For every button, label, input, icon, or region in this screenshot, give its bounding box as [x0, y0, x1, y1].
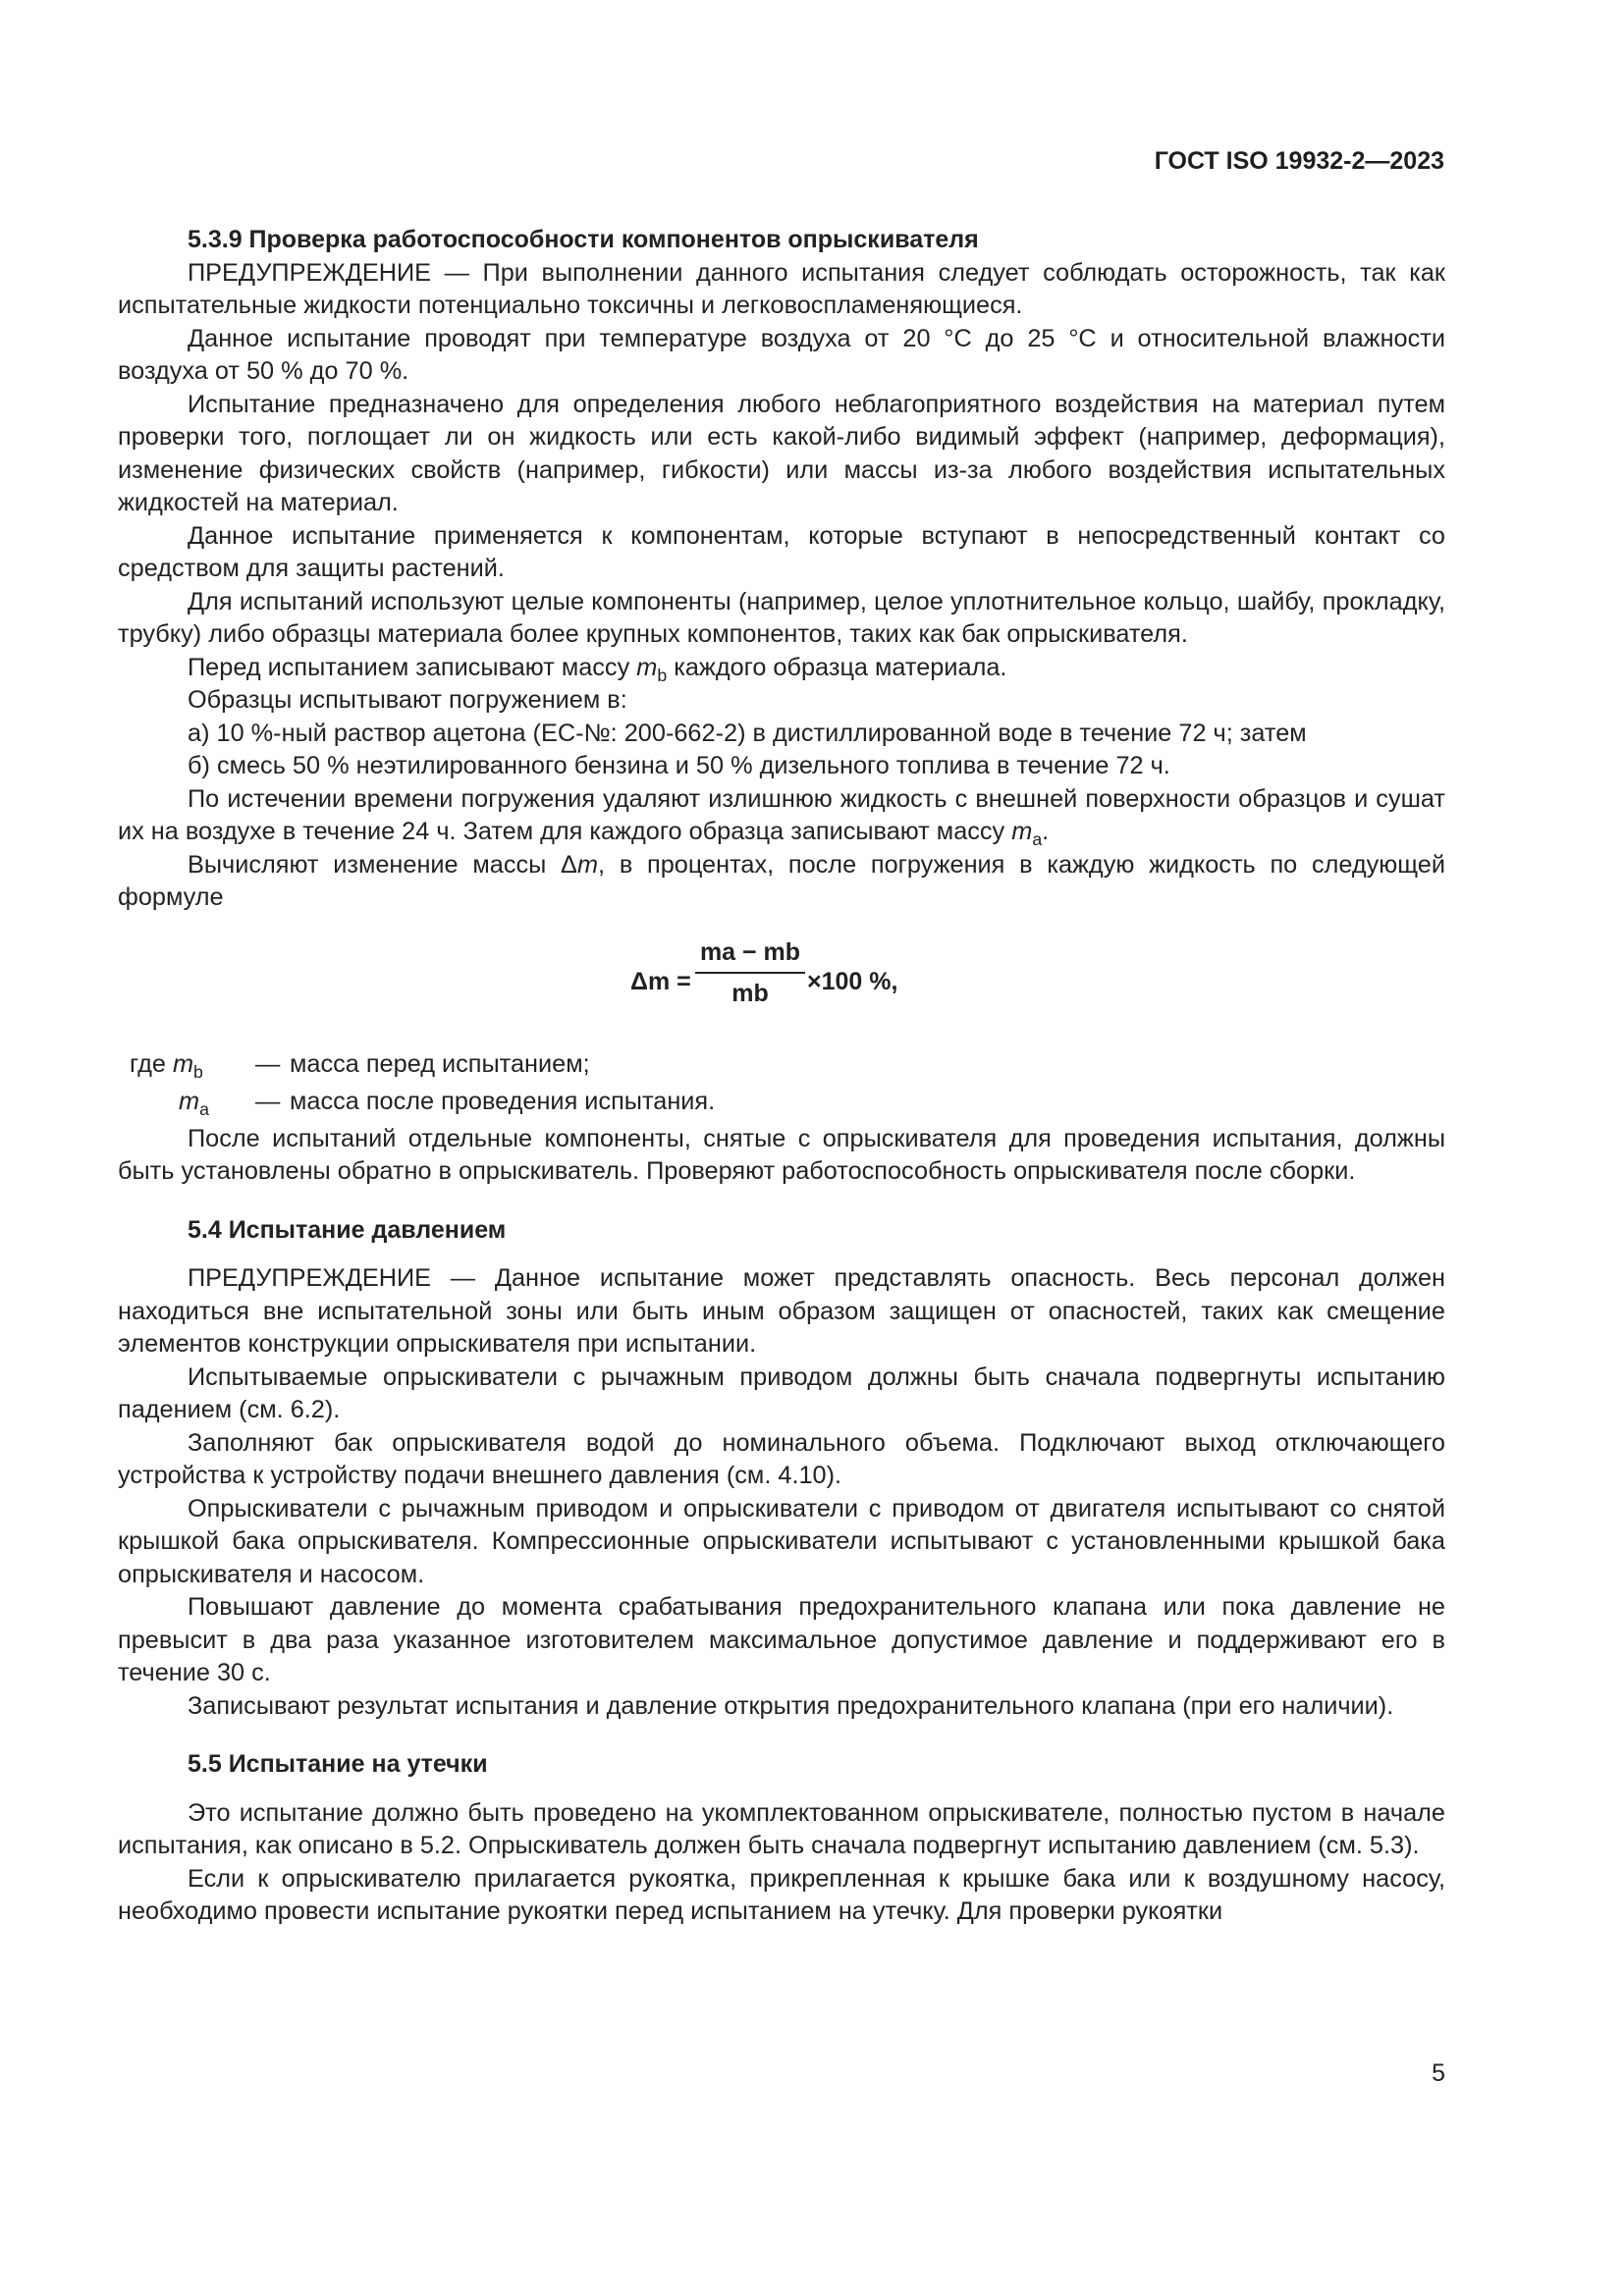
section-5-4-title: 5.4 Испытание давлением: [188, 1215, 507, 1244]
list-item: б) смесь 50 % неэтилированного бензина и 50 % дизельного топлива в течение 72 ч.: [188, 752, 1170, 779]
section-5-3-9-title: 5.3.9 Проверка работоспособности компонентов опрыскивателя: [188, 226, 979, 253]
paragraph: После испытаний отдельные компоненты, снятые с опрыскивателя для проведения испытания, должны быть установлены обратно в опрыскиватель. Проверяют работоспособность опрыскивателя после сборки.: [118, 1124, 1445, 1185]
document-body: [118, 224, 1445, 1929]
formula-lhs: Δm =: [630, 967, 691, 995]
paragraph: Перед испытанием записывают массу $m_b$ каждого образца материала.: [188, 653, 1007, 685]
formula-legend: [118, 1048, 1445, 1123]
paragraph: Повышают давление до момента срабатывания предохранительного клапана или пока давление не превысит в два раза указанное изготовителем максимальное допустимое давление и поддерживают его в течение 30 с.: [118, 1593, 1445, 1686]
warning-paragraph: ПРЕДУПРЕЖДЕНИЕ — Данное испытание может представлять опасность. Весь персонал должен находиться вне испытательной зоны или быть иным образом защищен от опасностей, таких как смещение элементов конструкции опрыскивателя при испытании.: [118, 1264, 1445, 1358]
paragraph: Испытываемые опрыскиватели с рычажным приводом должны быть сначала подвергнуты испытанию падением (см. 6.2).: [118, 1362, 1445, 1423]
paragraph: Записывают результат испытания и давление открытия предохранительного клапана (при его наличии).: [188, 1691, 1394, 1720]
mass-change-formula: [118, 933, 1445, 1031]
section-5-5-title: 5.5 Испытание на утечки: [188, 1750, 488, 1778]
paragraph: Для испытаний используют целые компоненты (например, целое уплотнительное кольцо, шайбу, прокладку, трубку) либо образцы материала более крупных компонентов, таких как бак опрыскивателя.: [118, 587, 1445, 648]
document-header: ГОСТ ISO 19932-2—2023: [1154, 147, 1444, 175]
paragraph: Опрыскиватели с рычажным приводом и опрыскиватели с приводом от двигателя испытывают со снятой крышкой бака опрыскивателя. Компрессионные опрыскиватели испытывают с установленными крышкой бака опрыскивателя и насосом.: [118, 1494, 1445, 1588]
list-item: а) 10 %-ный раствор ацетона (ЕС-№: 200-662-2) в дистиллированной воде в течение 72 ч; затем: [188, 719, 1307, 747]
formula-rhs: ×100 %,: [807, 967, 898, 995]
legend-row: где $m_b$ — масса перед испытанием;: [130, 1049, 590, 1082]
paragraph: Вычисляют изменение массы Δm, в процентах, после погружения в каждую жидкость по следующей формуле: [118, 850, 1446, 911]
paragraph: Если к опрыскивателю прилагается рукоятка, прикрепленная к крышке бака или к воздушному насосу, необходимо провести испытание рукоятки перед испытанием на утечку. Для проверки рукоятки: [118, 1864, 1445, 1925]
paragraph: Данное испытание применяется к компонентам, которые вступают в непосредственный контакт со средством для защиты растений.: [118, 521, 1445, 582]
legend-row: $m_a$ — масса после проведения испытания.: [179, 1087, 716, 1119]
paragraph: Это испытание должно быть проведено на укомплектованном опрыскивателе, полностью пустом в начале испытания, как описано в 5.2. Опрыскиватель должен быть сначала подвергнут испытанию давлением (см. 5.3).: [118, 1798, 1445, 1859]
paragraph: Заполняют бак опрыскивателя водой до номинального объема. Подключают выход отключающего устройства к устройству подачи внешнего давления (см. 4.10).: [118, 1428, 1445, 1489]
paragraph: Испытание предназначено для определения любого неблагоприятного воздействия на материал путем проверки того, поглощает ли он жидкость или есть какой-либо видимый эффект (например, деформация), изменение физических свойств (например, гибкости) или массы из-за любого воздействия испытательных жидкостей на материал.: [118, 390, 1445, 516]
formula-denominator: mb: [731, 979, 769, 1007]
paragraph: По истечении времени погружения удаляют излишнюю жидкость с внешней поверхности образцов и сушат их на воздухе в течение 24 ч. Затем для каждого образца записывают массу $m_a$.: [118, 784, 1445, 850]
formula-fraction: [695, 933, 805, 1013]
paragraph: Образцы испытывают погружением в:: [188, 686, 627, 714]
warning-paragraph: ПРЕДУПРЕЖДЕНИЕ — При выполнении данного испытания следует соблюдать осторожность, так как испытательные жидкости потенциально токсичны и легковоспламеняющиеся.: [118, 258, 1445, 319]
immersion-list: [118, 718, 1445, 783]
formula-numerator: ma − mb: [695, 933, 805, 974]
page-number: 5: [1432, 2059, 1445, 2087]
paragraph: Данное испытание проводят при температуре воздуха от 20 °С до 25 °С и относительной влажности воздуха от 50 % до 70 %.: [118, 324, 1445, 385]
